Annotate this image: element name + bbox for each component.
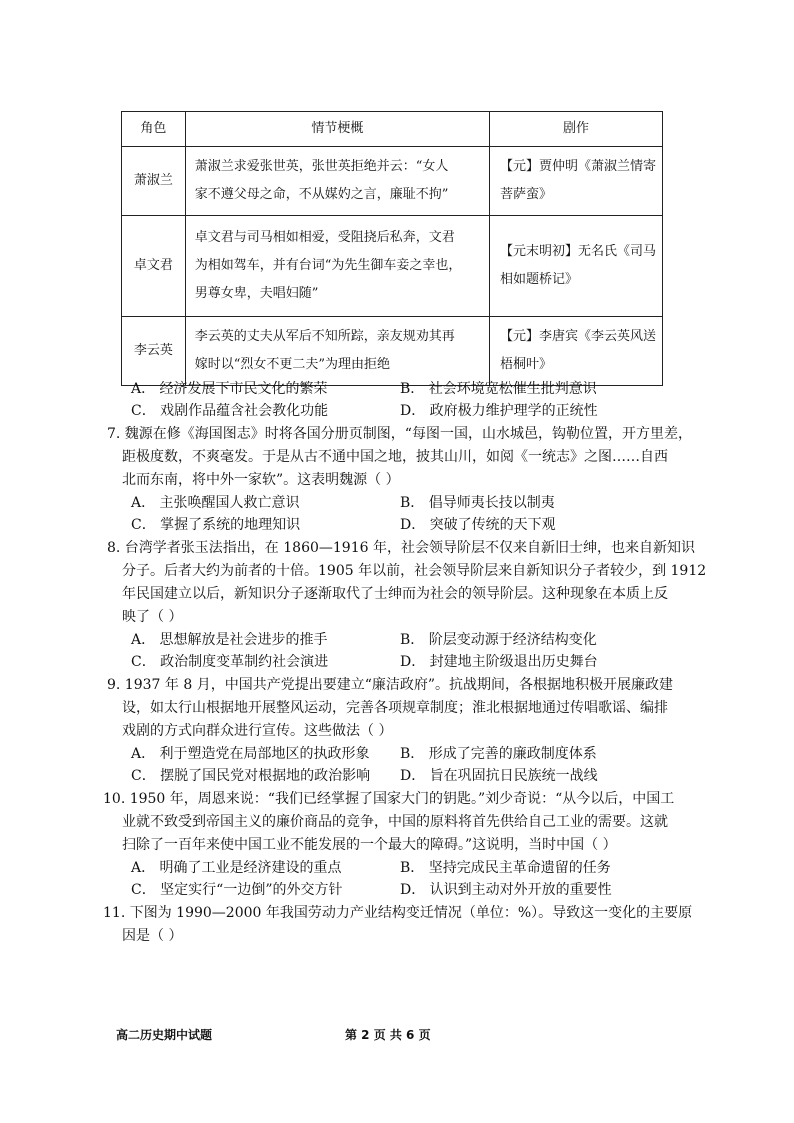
work-line: 【元】李唐宾《李云英风送 (499, 329, 656, 344)
q8-option-a: A． 思想解放是社会进步的推手 (131, 632, 328, 648)
q7-option-b: B． 倡导师夷长技以制夷 (400, 495, 555, 511)
drama-table (121, 111, 663, 386)
q8-stem-line: 年民国建立以后，新知识分子逐渐取代了士绅而为社会的领导阶层。这种现象在本质上反 (122, 586, 668, 602)
plot-line: 嫁时以“烈女不更二夫”为理由拒绝 (194, 357, 391, 372)
footer-exam-title: 高二历史期中试题 (116, 1028, 213, 1042)
q8-stem-line: 映了（ ） (122, 609, 183, 625)
q7-option-a: A． 主张唤醒国人救亡意识 (131, 495, 300, 511)
work-cell (489, 317, 662, 386)
header-plot: 情节梗概 (185, 112, 489, 147)
role-cell: 李云英 (122, 317, 186, 386)
q9-stem-line: 戏剧的方式向群众进行宣传。这些做法（ ） (122, 723, 393, 739)
q9-stem-line: 9. 1937 年 8 月，中国共产党提出要建立“廉洁政府”。抗战期间，各根据地积极开展廉政建 (107, 677, 674, 693)
q10-stem-line: 10. 1950 年，周恩来说：“我们已经掌握了国家大门的钥匙。”刘少奇说：“从今以后，中国工 (103, 791, 675, 807)
q7-option-c: C． 掌握了系统的地理知识 (131, 517, 301, 533)
role-cell: 萧淑兰 (122, 147, 186, 216)
table-header-row (122, 112, 663, 147)
q8-option-c: C． 政治制度变革制约社会演进 (131, 654, 329, 670)
q11-stem-line: 11. 下图为 1990—2000 年我国劳动力产业结构变迁情况（单位：%）。导致这一变化的主要原 (103, 905, 693, 921)
q7-stem-line: 距极度数，不爽毫发。于是从古不通中国之地，披其山川，如阅《一统志》之图……自西 (122, 449, 668, 465)
plot-line: 家不遵父母之命，不从媒妁之言，廉耻不拘” (194, 187, 449, 202)
q8-stem-line: 8. 台湾学者张玉法指出，在 1860—1916 年，社会领导阶层不仅来自新旧士绅，也来自新知识 (107, 540, 695, 556)
plot-line: 男尊女卑，夫唱妇随” (194, 286, 319, 301)
header-work: 剧作 (489, 112, 662, 147)
plot-cell (185, 147, 489, 216)
q10-stem-line: 业就不致受到帝国主义的廉价商品的竞争，中国的原料将首先供给自己工业的需要。这就 (122, 814, 668, 830)
q10-stem-line: 扫除了一百年来使中国工业不能发展的一个最大的障碍。”这说明，当时中国（ ） (122, 837, 617, 853)
q10-option-b: B． 坚持完成民主革命遗留的任务 (400, 860, 611, 876)
q8-option-d: D． 封建地主阶级退出历史舞台 (400, 654, 598, 670)
q11-stem-line: 因是（ ） (122, 928, 183, 944)
q9-option-b: B． 形成了完善的廉政制度体系 (400, 746, 597, 762)
plot-line: 李云英的丈夫从军后不知所踪，亲友规劝其再 (194, 329, 455, 344)
q9-option-d: D． 旨在巩固抗日民族统一战线 (400, 768, 598, 784)
table-row (122, 317, 663, 386)
work-line: 梧桐叶》 (499, 357, 552, 372)
plot-line: 萧淑兰求爱张世英，张世英拒绝并云：“女人 (194, 159, 449, 174)
q6-option-c: C． 戏剧作品蕴含社会教化功能 (131, 403, 329, 419)
plot-line: 为相如驾车，并有台词“为先生御车妾之幸也， (194, 258, 462, 273)
work-line: 【元】贾仲明《萧淑兰情寄 (499, 159, 656, 174)
q9-stem-line: 设，如太行山根据地开展整风运动，完善各项规章制度；淮北根据地通过传唱歌谣、编排 (122, 700, 668, 716)
q6-option-a: A． 经济发展下市民文化的繁荣 (131, 381, 328, 397)
q10-option-d: D． 认识到主动对外开放的重要性 (400, 882, 612, 898)
role-cell: 卓文君 (122, 216, 186, 317)
q6-option-d: D． 政府极力维护理学的正统性 (400, 403, 598, 419)
table-row (122, 216, 663, 317)
table-row (122, 147, 663, 216)
work-line: 【元末明初】无名氏《司马 (499, 244, 656, 259)
q9-option-c: C． 摆脱了国民党对根据地的政治影响 (131, 768, 371, 784)
q10-option-a: A． 明确了工业是经济建设的重点 (131, 860, 342, 876)
q8-stem-line: 分子。后者大约为前者的十倍。1905 年以前，社会领导阶层来自新知识分子者较少，到 1912 (122, 563, 707, 579)
footer-page-number: 第 2 页 共 6 页 (345, 1028, 431, 1042)
work-line: 相如题桥记》 (499, 272, 578, 287)
q7-option-d: D． 突破了传统的天下观 (400, 517, 556, 533)
plot-line: 卓文君与司马相如相爱，受阻挠后私奔，文君 (194, 230, 455, 245)
q7-stem-line: 北而东南，将中外一家软”。这表明魏源（ ） (122, 472, 400, 488)
work-cell (489, 147, 662, 216)
q8-option-b: B． 阶层变动源于经济结构变化 (400, 632, 597, 648)
q10-option-c: C． 坚定实行“一边倒”的外交方针 (131, 882, 343, 898)
plot-cell (185, 216, 489, 317)
work-line: 菩萨蛮》 (499, 187, 552, 202)
work-cell (489, 216, 662, 317)
q6-option-b: B． 社会环境宽松催生批判意识 (400, 381, 597, 397)
header-role: 角色 (122, 112, 186, 147)
q7-stem-line: 7. 魏源在修《海国图志》时将各国分册页制图，“每图一国，山水城邑，钩勒位置，开方里差， (107, 426, 692, 442)
plot-cell (185, 317, 489, 386)
q9-option-a: A． 利于塑造党在局部地区的执政形象 (131, 746, 370, 762)
